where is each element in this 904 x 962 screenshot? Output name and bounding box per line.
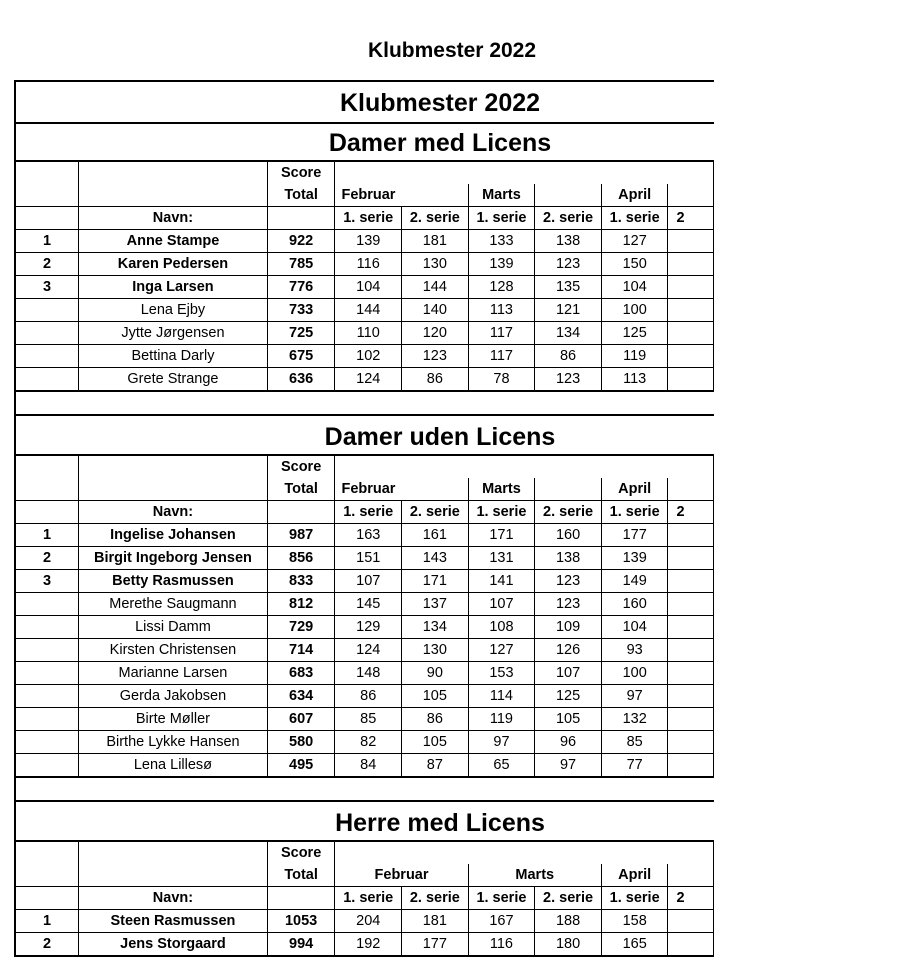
score-label: Score: [280, 459, 322, 475]
series-score: 134: [402, 616, 469, 639]
rank-header-cell: [15, 887, 79, 910]
series-score: 105: [402, 685, 469, 708]
rank-header-cell: [15, 184, 79, 207]
score-label: Score: [280, 165, 322, 181]
table-row: [15, 230, 714, 253]
series-score-cut: [668, 662, 714, 685]
series-score: 144: [335, 299, 402, 322]
rank-cell: [15, 685, 79, 708]
series-score: 127: [468, 639, 535, 662]
rank-cell: [15, 731, 79, 754]
serie-1-februar: 1. serie: [335, 207, 402, 230]
series-score: 160: [601, 593, 668, 616]
score-total: 607: [267, 708, 335, 731]
table-row: [15, 276, 714, 299]
series-score: 132: [601, 708, 668, 731]
series-score: 181: [402, 910, 469, 933]
series-score: 113: [601, 368, 668, 392]
sheet-title: Klubmester 2022: [14, 80, 714, 122]
table-row: [15, 910, 714, 933]
series-score-cut: [668, 368, 714, 392]
series-score-cut: [668, 547, 714, 570]
header-row-months: [15, 161, 714, 184]
series-score-cut: [668, 276, 714, 299]
series-score: 123: [535, 253, 602, 276]
series-score-cut: [668, 639, 714, 662]
series-score: 139: [335, 230, 402, 253]
series-score: 113: [468, 299, 535, 322]
section-title-damer-med-licens: Damer med Licens: [14, 122, 714, 160]
table-row: [15, 253, 714, 276]
series-score-cut: [668, 524, 714, 547]
player-name: Birgit Ingeborg Jensen: [79, 547, 268, 570]
table-herre-med-licens: [14, 840, 714, 957]
score-total: 580: [267, 731, 335, 754]
serie-1-marts: 1. serie: [468, 207, 535, 230]
rank-cell: [15, 345, 79, 368]
total-header: Total: [267, 184, 335, 207]
table-row: [15, 524, 714, 547]
month-marts: Marts: [468, 184, 535, 207]
score-total: 729: [267, 616, 335, 639]
series-score: 160: [535, 524, 602, 547]
series-score: 117: [468, 322, 535, 345]
series-score: 181: [402, 230, 469, 253]
series-score-cut: [668, 345, 714, 368]
rank-cell: [15, 708, 79, 731]
score-total: 812: [267, 593, 335, 616]
series-score-cut: [668, 754, 714, 778]
player-name: Lena Lillesø: [79, 754, 268, 778]
table-row: [15, 662, 714, 685]
score-total: 683: [267, 662, 335, 685]
series-score: 204: [335, 910, 402, 933]
rank-cell: [15, 593, 79, 616]
series-score: 138: [535, 230, 602, 253]
name-header-cell: [79, 161, 268, 184]
series-score: 128: [468, 276, 535, 299]
series-score: 130: [402, 639, 469, 662]
rank-header-cell: [15, 501, 79, 524]
name-header: Navn:: [79, 887, 268, 910]
series-score-cut: [668, 230, 714, 253]
series-score: 163: [335, 524, 402, 547]
table-body: [15, 455, 714, 777]
player-name: Karen Pedersen: [79, 253, 268, 276]
table-row: [15, 368, 714, 392]
score-total: 833: [267, 570, 335, 593]
series-score: 127: [601, 230, 668, 253]
series-score: 110: [335, 322, 402, 345]
rank-header-cell: [15, 478, 79, 501]
series-score: 141: [468, 570, 535, 593]
spreadsheet: [14, 80, 714, 957]
series-score: 177: [402, 933, 469, 957]
series-score: 109: [535, 616, 602, 639]
month-gap: [668, 478, 714, 501]
player-name: Kirsten Christensen: [79, 639, 268, 662]
series-score: 104: [335, 276, 402, 299]
series-score: 86: [535, 345, 602, 368]
score-total: 675: [267, 345, 335, 368]
series-score: 149: [601, 570, 668, 593]
score-total: 714: [267, 639, 335, 662]
series-score: 107: [468, 593, 535, 616]
serie-2-april: 2: [668, 207, 714, 230]
series-score: 100: [601, 662, 668, 685]
rank-cell: 2: [15, 933, 79, 957]
player-name: Bettina Darly: [79, 345, 268, 368]
player-name: Grete Strange: [79, 368, 268, 392]
rank-header-cell: [15, 455, 79, 478]
series-score: 124: [335, 639, 402, 662]
table-row: [15, 345, 714, 368]
score-total: 495: [267, 754, 335, 778]
table-row: [15, 731, 714, 754]
table-damer-med-licens: [14, 160, 714, 392]
series-score: 93: [601, 639, 668, 662]
rank-cell: 1: [15, 524, 79, 547]
serie-1-februar: 1. serie: [335, 887, 402, 910]
score-total: 725: [267, 322, 335, 345]
series-score-cut: [668, 731, 714, 754]
header-row-series: [15, 501, 714, 524]
series-score: 119: [601, 345, 668, 368]
rank-cell: 2: [15, 547, 79, 570]
score-header-empty: [267, 207, 335, 230]
series-score: 180: [535, 933, 602, 957]
series-score: 87: [402, 754, 469, 778]
section-spacer: [14, 778, 714, 800]
rank-cell: [15, 322, 79, 345]
name-header: Navn:: [79, 501, 268, 524]
series-score: 102: [335, 345, 402, 368]
series-score: 107: [535, 662, 602, 685]
header-row-total: [15, 184, 714, 207]
series-score: 171: [402, 570, 469, 593]
table-row: [15, 754, 714, 778]
player-name: Betty Rasmussen: [79, 570, 268, 593]
name-header-cell: [79, 455, 268, 478]
series-score: 139: [468, 253, 535, 276]
score-total: 987: [267, 524, 335, 547]
series-score: 82: [335, 731, 402, 754]
rank-cell: [15, 299, 79, 322]
month-februar: Februar: [335, 864, 468, 887]
table-row: [15, 322, 714, 345]
serie-2-april: 2: [668, 501, 714, 524]
series-score-cut: [668, 322, 714, 345]
series-score: 124: [335, 368, 402, 392]
series-score: 138: [535, 547, 602, 570]
player-name: Gerda Jakobsen: [79, 685, 268, 708]
table-row: [15, 547, 714, 570]
series-score: 104: [601, 276, 668, 299]
rank-cell: [15, 368, 79, 392]
series-score: 125: [601, 322, 668, 345]
score-total: 856: [267, 547, 335, 570]
month-gap: [402, 478, 469, 501]
player-name: Anne Stampe: [79, 230, 268, 253]
serie-2-marts: 2. serie: [535, 501, 602, 524]
series-score: 77: [601, 754, 668, 778]
score-header-empty: [267, 887, 335, 910]
rank-cell: 1: [15, 230, 79, 253]
score-total: 922: [267, 230, 335, 253]
series-score: 137: [402, 593, 469, 616]
series-score: 143: [402, 547, 469, 570]
series-score: 134: [535, 322, 602, 345]
series-score: 116: [335, 253, 402, 276]
name-header-cell: [79, 841, 268, 864]
series-score-cut: [668, 685, 714, 708]
rank-cell: [15, 754, 79, 778]
month-gap: [402, 184, 469, 207]
series-score: 125: [535, 685, 602, 708]
series-score: 105: [402, 731, 469, 754]
rank-cell: [15, 639, 79, 662]
month-april: April: [601, 478, 668, 501]
table-body: [15, 841, 714, 956]
series-score: 130: [402, 253, 469, 276]
month-gap: [535, 478, 602, 501]
rank-cell: 1: [15, 910, 79, 933]
month-gap: [535, 184, 602, 207]
serie-2-februar: 2. serie: [402, 887, 469, 910]
serie-2-februar: 2. serie: [402, 207, 469, 230]
score-label: Score: [280, 845, 322, 861]
series-score: 97: [601, 685, 668, 708]
name-header: Navn:: [79, 207, 268, 230]
rank-header-cell: [15, 864, 79, 887]
series-score: 114: [468, 685, 535, 708]
month-area-top: [335, 161, 714, 184]
series-score: 165: [601, 933, 668, 957]
header-row-total: [15, 864, 714, 887]
player-name: Inga Larsen: [79, 276, 268, 299]
series-score: 85: [335, 708, 402, 731]
player-name: Lissi Damm: [79, 616, 268, 639]
table-body: [15, 161, 714, 391]
series-score: 145: [335, 593, 402, 616]
month-marts: Marts: [468, 864, 601, 887]
series-score-cut: [668, 933, 714, 957]
series-score: 188: [535, 910, 602, 933]
series-score: 121: [535, 299, 602, 322]
serie-2-marts: 2. serie: [535, 887, 602, 910]
series-score-cut: [668, 570, 714, 593]
rank-cell: [15, 616, 79, 639]
series-score: 107: [335, 570, 402, 593]
serie-2-marts: 2. serie: [535, 207, 602, 230]
series-score: 150: [601, 253, 668, 276]
table-row: [15, 299, 714, 322]
player-name: Birte Møller: [79, 708, 268, 731]
series-score-cut: [668, 616, 714, 639]
series-score: 65: [468, 754, 535, 778]
name-header-cell: [79, 184, 268, 207]
score-header: [267, 455, 335, 478]
series-score: 158: [601, 910, 668, 933]
series-score: 140: [402, 299, 469, 322]
name-header-cell: [79, 864, 268, 887]
series-score: 133: [468, 230, 535, 253]
series-score: 177: [601, 524, 668, 547]
series-score: 117: [468, 345, 535, 368]
header-row-months: [15, 455, 714, 478]
series-score: 86: [402, 708, 469, 731]
series-score: 139: [601, 547, 668, 570]
series-score: 97: [535, 754, 602, 778]
series-score: 153: [468, 662, 535, 685]
series-score: 167: [468, 910, 535, 933]
series-score: 144: [402, 276, 469, 299]
serie-1-april: 1. serie: [601, 207, 668, 230]
player-name: Steen Rasmussen: [79, 910, 268, 933]
serie-1-april: 1. serie: [601, 501, 668, 524]
series-score: 151: [335, 547, 402, 570]
name-header-cell: [79, 478, 268, 501]
score-total: 785: [267, 253, 335, 276]
month-area-top: [335, 841, 714, 864]
score-header-empty: [267, 501, 335, 524]
serie-2-april: 2: [668, 887, 714, 910]
series-score: 119: [468, 708, 535, 731]
series-score: 116: [468, 933, 535, 957]
series-score: 105: [535, 708, 602, 731]
series-score: 135: [535, 276, 602, 299]
table-row: [15, 933, 714, 957]
month-april: April: [601, 184, 668, 207]
month-april: April: [601, 864, 668, 887]
page-header: Klubmester 2022: [367, 39, 537, 62]
rank-cell: 3: [15, 570, 79, 593]
series-score: 192: [335, 933, 402, 957]
score-total: 634: [267, 685, 335, 708]
player-name: Birthe Lykke Hansen: [79, 731, 268, 754]
series-score-cut: [668, 593, 714, 616]
total-header: Total: [267, 478, 335, 501]
month-februar: Februar: [335, 478, 402, 501]
table-row: [15, 616, 714, 639]
series-score-cut: [668, 253, 714, 276]
score-total: 733: [267, 299, 335, 322]
series-score: 123: [535, 368, 602, 392]
rank-cell: [15, 662, 79, 685]
series-score: 96: [535, 731, 602, 754]
series-score: 86: [335, 685, 402, 708]
player-name: Lena Ejby: [79, 299, 268, 322]
series-score: 97: [468, 731, 535, 754]
rank-cell: 3: [15, 276, 79, 299]
table-row: [15, 685, 714, 708]
series-score: 90: [402, 662, 469, 685]
section-title-herre-med-licens: Herre med Licens: [14, 800, 714, 840]
player-name: Jens Storgaard: [79, 933, 268, 957]
series-score: 148: [335, 662, 402, 685]
score-total: 1053: [267, 910, 335, 933]
score-header: [267, 161, 335, 184]
series-score: 86: [402, 368, 469, 392]
series-score: 123: [535, 570, 602, 593]
series-score: 161: [402, 524, 469, 547]
series-score: 171: [468, 524, 535, 547]
section-title-damer-uden-licens: Damer uden Licens: [14, 414, 714, 454]
score-total: 636: [267, 368, 335, 392]
player-name: Ingelise Johansen: [79, 524, 268, 547]
serie-1-marts: 1. serie: [468, 887, 535, 910]
header-row-total: [15, 478, 714, 501]
month-februar: Februar: [335, 184, 402, 207]
series-score: 108: [468, 616, 535, 639]
series-score-cut: [668, 708, 714, 731]
series-score: 131: [468, 547, 535, 570]
serie-2-februar: 2. serie: [402, 501, 469, 524]
header-row-series: [15, 887, 714, 910]
score-total: 776: [267, 276, 335, 299]
month-gap: [668, 864, 714, 887]
score-total: 994: [267, 933, 335, 957]
series-score: 126: [535, 639, 602, 662]
series-score: 84: [335, 754, 402, 778]
series-score: 104: [601, 616, 668, 639]
table-row: [15, 570, 714, 593]
header-row-series: [15, 207, 714, 230]
serie-1-april: 1. serie: [601, 887, 668, 910]
month-gap: [668, 184, 714, 207]
table-row: [15, 708, 714, 731]
series-score: 100: [601, 299, 668, 322]
serie-1-marts: 1. serie: [468, 501, 535, 524]
player-name: Merethe Saugmann: [79, 593, 268, 616]
rank-header-cell: [15, 207, 79, 230]
rank-header-cell: [15, 161, 79, 184]
player-name: Marianne Larsen: [79, 662, 268, 685]
series-score: 123: [402, 345, 469, 368]
player-name: Jytte Jørgensen: [79, 322, 268, 345]
rank-cell: 2: [15, 253, 79, 276]
table-row: [15, 593, 714, 616]
total-header: Total: [267, 864, 335, 887]
section-spacer: [14, 392, 714, 414]
month-area-top: [335, 455, 714, 478]
header-row-months: [15, 841, 714, 864]
score-header: [267, 841, 335, 864]
rank-header-cell: [15, 841, 79, 864]
serie-1-februar: 1. serie: [335, 501, 402, 524]
series-score: 123: [535, 593, 602, 616]
series-score: 129: [335, 616, 402, 639]
series-score: 85: [601, 731, 668, 754]
series-score: 78: [468, 368, 535, 392]
series-score-cut: [668, 910, 714, 933]
month-marts: Marts: [468, 478, 535, 501]
table-damer-uden-licens: [14, 454, 714, 778]
table-row: [15, 639, 714, 662]
series-score-cut: [668, 299, 714, 322]
series-score: 120: [402, 322, 469, 345]
